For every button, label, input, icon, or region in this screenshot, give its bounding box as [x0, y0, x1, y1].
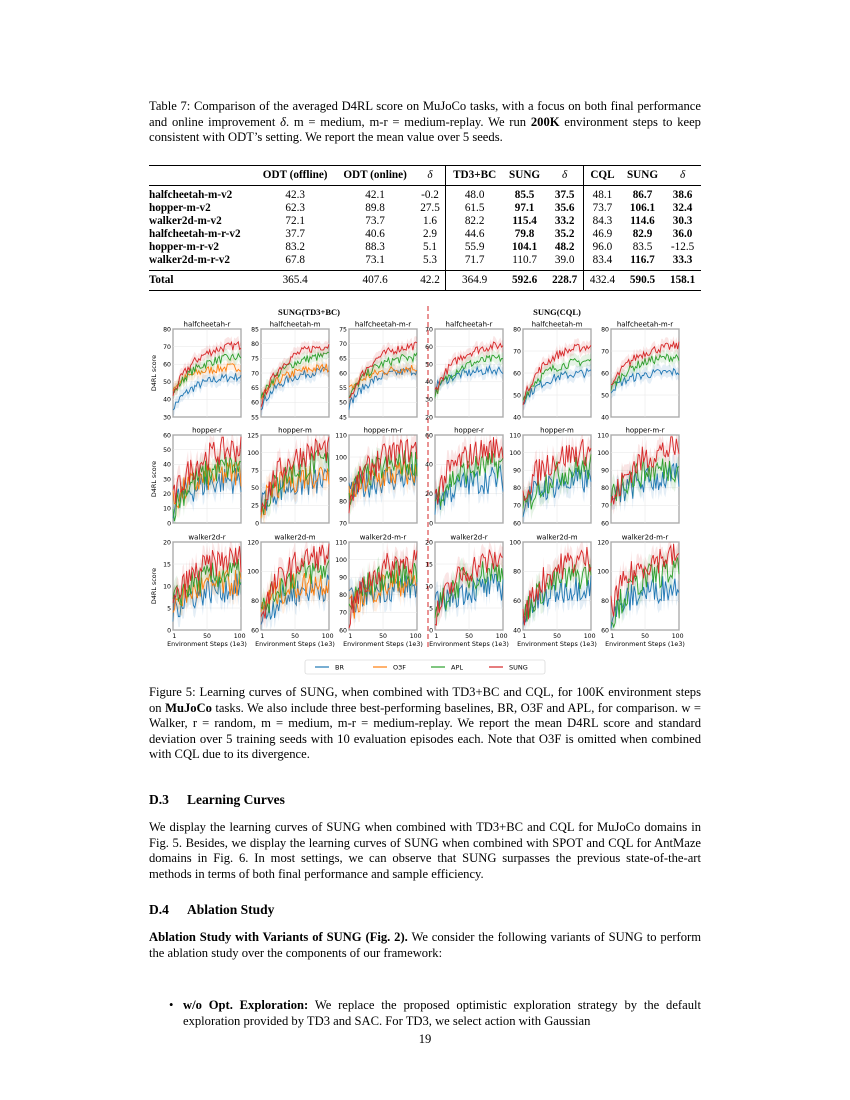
y-tick-label: 15: [425, 561, 433, 569]
table-cell: 1.6: [423, 215, 437, 227]
table-cell: 39.0: [546, 254, 583, 271]
y-tick-label: 60: [601, 370, 609, 378]
table-row: [149, 228, 701, 241]
table-cell: 85.5: [514, 189, 535, 201]
y-tick-label: 100: [335, 454, 347, 462]
table-cell: 104.1: [512, 241, 538, 253]
x-tick-label: 50: [379, 633, 387, 640]
y-tick-label: 80: [163, 326, 171, 334]
table-header-row: [149, 166, 701, 186]
table-cell: 73.7: [365, 215, 385, 227]
table-row: [149, 241, 701, 254]
table-cell: 89.8: [365, 202, 385, 214]
y-tick-label: 0: [167, 520, 171, 528]
y-tick-label: 70: [425, 326, 433, 334]
table-cell: 73.7: [584, 202, 621, 215]
x-tick-label: 1: [522, 633, 527, 640]
legend-label: BR: [335, 663, 344, 672]
y-tick-label: 65: [339, 355, 347, 363]
panel-title: walker2d-m-r: [621, 533, 669, 542]
table-cell: 158.1: [664, 271, 701, 291]
group-title: SUNG(TD3+BC): [278, 307, 340, 317]
y-tick-label: 100: [509, 449, 521, 457]
y-tick-label: 100: [597, 568, 609, 576]
table-row: [149, 215, 701, 228]
x-tick-label: 1: [348, 633, 353, 640]
table-cell: 37.5: [554, 189, 575, 201]
table-cell: 82.9: [632, 228, 653, 240]
y-tick-label: 70: [339, 340, 347, 348]
x-axis-label: Environment Steps (1e3): [429, 640, 509, 648]
table-cell: 37.7: [285, 228, 305, 240]
table-cell: 365.4: [255, 271, 336, 291]
table-cell: 115.4: [512, 215, 537, 227]
table-cell: -12.5: [670, 241, 695, 253]
y-tick-label: 60: [425, 343, 433, 351]
table-caption: Table 7: Comparison of the averaged D4RL score on MuJoCo tasks, with a focus on both final performance and online improvement δ. m = medium, m-r = medium-replay. We run 200K environment steps to keep consistent with ODT’s setting. We report the mean value over 5 seeds.: [149, 99, 701, 144]
table-cell: 96.0: [584, 241, 621, 254]
table-cell: 32.4: [672, 202, 693, 214]
y-tick-label: 0: [167, 627, 171, 635]
table-cell: 82.2: [446, 215, 503, 228]
y-tick-label: 20: [425, 490, 433, 498]
y-tick-label: 80: [601, 485, 609, 493]
x-axis-label: Environment Steps (1e3): [255, 640, 335, 648]
y-tick-label: 60: [163, 432, 171, 440]
section-d4-body: Ablation Study with Variants of SUNG (Fig. 2). We consider the following variants of SUNG to perform the ablation study over the components of our framework:: [149, 930, 701, 960]
table-cell: 114.6: [630, 215, 655, 227]
y-tick-label: 40: [601, 414, 609, 422]
table-total-row: [149, 271, 701, 291]
y-tick-label: 0: [255, 520, 259, 528]
ablation-item: • w/o Opt. Exploration: We replace the proposed optimistic exploration strategy by the default exploration provided by TD3 and SAC. For TD3, we select action with Gaussian: [183, 998, 701, 1029]
y-tick-label: 20: [425, 414, 433, 422]
table-env-cell: halfcheetah-m-r-v2: [149, 228, 241, 240]
y-tick-label: 70: [513, 502, 521, 510]
y-tick-label: 70: [339, 520, 347, 528]
y-tick-label: 20: [425, 539, 433, 547]
table-header-cell: δ: [415, 166, 446, 186]
legend-label: APL: [451, 663, 463, 672]
table-header-cell: SUNG: [621, 166, 664, 186]
y-tick-label: 0: [429, 520, 433, 528]
table-env-cell: halfcheetah-m-v2: [149, 189, 233, 201]
panel-title: halfcheetah-m-r: [616, 320, 674, 329]
panel-title: hopper-m-r: [363, 426, 403, 435]
y-tick-label: 40: [513, 414, 521, 422]
table-cell: 40.6: [365, 228, 385, 240]
table-cell: 61.5: [446, 202, 503, 215]
y-tick-label: 40: [425, 379, 433, 387]
table-row: [149, 254, 701, 271]
table-cell: 364.9: [446, 271, 503, 291]
results-table: [149, 165, 701, 291]
y-tick-label: 80: [339, 592, 347, 600]
y-tick-label: 100: [247, 568, 259, 576]
y-tick-label: 50: [601, 392, 609, 400]
y-tick-label: 50: [339, 399, 347, 407]
table-cell: 5.1: [423, 241, 437, 253]
table-cell: 407.6: [335, 271, 414, 291]
table-cell: 71.7: [446, 254, 503, 271]
y-tick-label: 40: [163, 396, 171, 404]
y-tick-label: 50: [425, 361, 433, 369]
table-cell: 79.8: [514, 228, 535, 240]
y-tick-label: 100: [509, 539, 521, 547]
panel-title: halfcheetah-m-r: [354, 320, 412, 329]
table-cell: 55.9: [446, 241, 503, 254]
table-row: [149, 202, 701, 215]
table-cell: 48.0: [446, 186, 503, 203]
y-tick-label: 40: [425, 461, 433, 469]
table-env-cell: hopper-m-r-v2: [149, 241, 220, 253]
y-tick-label: 60: [601, 627, 609, 635]
x-tick-label: 100: [583, 633, 596, 640]
x-tick-label: 50: [553, 633, 561, 640]
y-tick-label: 80: [339, 498, 347, 506]
y-tick-label: 5: [429, 605, 433, 613]
y-tick-label: 15: [163, 561, 171, 569]
table-header-cell: TD3+BC: [446, 166, 503, 186]
y-tick-label: 5: [167, 605, 171, 613]
x-axis-label: Environment Steps (1e3): [343, 640, 423, 648]
table-cell: 35.2: [554, 228, 575, 240]
section-d4-heading: D.4 Ablation Study: [149, 902, 275, 917]
table-header-cell: CQL: [584, 166, 621, 186]
y-tick-label: 70: [251, 370, 259, 378]
group-title: SUNG(CQL): [533, 307, 581, 317]
table-cell: 36.0: [672, 228, 693, 240]
table-env-cell: walker2d-m-r-v2: [149, 254, 255, 271]
table-cell: 110.7: [503, 254, 546, 271]
table-cell: 590.5: [621, 271, 664, 291]
table-cell: 5.3: [415, 254, 446, 271]
y-tick-label: 110: [335, 539, 347, 547]
learning-curves-figure: [145, 302, 707, 684]
y-tick-label: 80: [513, 485, 521, 493]
y-tick-label: 80: [251, 597, 259, 605]
y-tick-label: 45: [339, 414, 347, 422]
panel-title: hopper-m: [540, 426, 574, 435]
y-tick-label: 90: [339, 574, 347, 582]
table-header-cell: ODT (offline): [255, 166, 336, 186]
y-tick-label: 50: [163, 379, 171, 387]
y-tick-label: 80: [251, 340, 259, 348]
table-cell: 83.4: [584, 254, 621, 271]
y-tick-label: 100: [597, 449, 609, 457]
table-cell: 42.2: [415, 271, 446, 291]
table-cell: 33.3: [664, 254, 701, 271]
y-tick-label: 80: [513, 326, 521, 334]
x-tick-label: 100: [671, 633, 684, 640]
panel-title: walker2d-m: [274, 533, 316, 542]
table-cell: 62.3: [285, 202, 305, 214]
y-tick-label: 90: [513, 467, 521, 475]
table-cell: 88.3: [365, 241, 385, 253]
table-env-cell: hopper-m-v2: [149, 202, 211, 214]
table-cell: 67.8: [255, 254, 336, 271]
x-axis-label: Environment Steps (1e3): [605, 640, 685, 648]
y-tick-label: 60: [513, 370, 521, 378]
panel-title: halfcheetah-m: [531, 320, 583, 329]
table-cell: 73.1: [335, 254, 414, 271]
y-tick-label: 60: [251, 399, 259, 407]
x-tick-label: 50: [203, 633, 211, 640]
x-tick-label: 50: [641, 633, 649, 640]
y-tick-label: 90: [339, 476, 347, 484]
table-cell: 46.9: [584, 228, 621, 241]
y-tick-label: 75: [251, 467, 259, 475]
y-tick-label: 110: [509, 432, 521, 440]
panel-title: walker2d-m: [536, 533, 578, 542]
y-tick-label: 20: [163, 539, 171, 547]
table-cell: 84.3: [584, 215, 621, 228]
table-cell: 97.1: [514, 202, 535, 214]
y-tick-label: 65: [251, 384, 259, 392]
y-tick-label: 50: [163, 446, 171, 454]
y-tick-label: 10: [425, 583, 433, 591]
table-cell: 106.1: [629, 202, 656, 214]
y-tick-label: 55: [251, 414, 259, 422]
y-tick-label: 75: [339, 326, 347, 334]
y-tick-label: 50: [251, 485, 259, 493]
table-cell: 72.1: [285, 215, 305, 227]
y-tick-label: 10: [163, 583, 171, 591]
y-tick-label: 70: [601, 502, 609, 510]
legend-label: O3F: [393, 663, 406, 672]
section-d3-heading: D.3 Learning Curves: [149, 792, 285, 807]
table-cell: 592.6: [503, 271, 546, 291]
legend-label: SUNG: [509, 663, 528, 672]
table-cell: 86.7: [632, 189, 653, 201]
y-tick-label: 0: [429, 627, 433, 635]
y-tick-label: 80: [601, 326, 609, 334]
table-cell: 42.1: [365, 189, 385, 201]
x-axis-label: Environment Steps (1e3): [517, 640, 597, 648]
y-tick-label: 60: [251, 627, 259, 635]
panel-title: walker2d-r: [450, 533, 488, 542]
y-tick-label: 60: [425, 432, 433, 440]
y-axis-label: D4RL score: [150, 460, 158, 498]
y-tick-label: 60: [339, 627, 347, 635]
table-row: [149, 186, 701, 203]
y-tick-label: 110: [335, 432, 347, 440]
y-tick-label: 30: [163, 414, 171, 422]
y-tick-label: 125: [247, 432, 259, 440]
y-tick-label: 60: [163, 361, 171, 369]
table-cell: 38.6: [672, 189, 693, 201]
y-tick-label: 55: [339, 384, 347, 392]
table-cell: 48.1: [584, 186, 621, 203]
y-tick-label: 30: [425, 396, 433, 404]
y-tick-label: 120: [597, 539, 609, 547]
y-tick-label: 70: [163, 343, 171, 351]
y-tick-label: 100: [335, 556, 347, 564]
y-tick-label: 90: [601, 467, 609, 475]
panel-title: hopper-m: [278, 426, 312, 435]
y-tick-label: 60: [601, 520, 609, 528]
table-cell: 27.5: [420, 202, 440, 214]
panel-title: hopper-m-r: [625, 426, 665, 435]
table-cell: 35.6: [554, 202, 575, 214]
table-env-cell: Total: [149, 271, 255, 291]
panel-title: hopper-r: [192, 426, 222, 435]
table-header-cell: δ: [546, 166, 583, 186]
panel-title: hopper-r: [454, 426, 484, 435]
y-tick-label: 60: [513, 520, 521, 528]
table-cell: 2.9: [423, 228, 437, 240]
page-number: 19: [418, 1032, 432, 1046]
panel-title: halfcheetah-r: [445, 320, 493, 329]
table-env-cell: walker2d-m-v2: [149, 215, 222, 227]
x-tick-label: 100: [321, 633, 334, 640]
x-tick-label: 100: [409, 633, 422, 640]
y-tick-label: 75: [251, 355, 259, 363]
x-tick-label: 50: [465, 633, 473, 640]
table-cell: -0.2: [421, 189, 439, 201]
y-tick-label: 120: [247, 539, 259, 547]
panel-title: halfcheetah-r: [183, 320, 231, 329]
y-tick-label: 100: [247, 449, 259, 457]
table-cell: 42.3: [285, 189, 305, 201]
y-tick-label: 30: [163, 476, 171, 484]
y-axis-label: D4RL score: [150, 354, 158, 392]
y-tick-label: 85: [251, 326, 259, 334]
table-cell: 116.7: [621, 254, 664, 271]
table-cell: 83.5: [632, 241, 653, 253]
section-d3-body: We display the learning curves of SUNG when combined with TD3+BC and CQL for MuJoCo domains in Fig. 5. Besides, we display the learning curves of SUNG when combined with SPOT and CQL for AntMaze domains in Fig. 6. In most settings, we can observe that SUNG surpasses the previous state-of-the-art methods in terms of both final performance and sample efficiency.: [149, 820, 701, 881]
x-tick-label: 1: [260, 633, 265, 640]
table-cell: 44.6: [446, 228, 503, 241]
y-tick-label: 50: [513, 392, 521, 400]
figure-caption: Figure 5: Learning curves of SUNG, when combined with TD3+BC and CQL, for 100K environment steps on MuJoCo tasks. We also include three best-performing baselines, BR, O3F and APL, for comparison. w = Walker, r = random, m = medium, m-r = medium-replay. We report the mean D4RL score and standard deviation over 5 training seeds with 10 evaluation episodes each. Note that O3F is omitted when combined with CQL due to its divergence.: [149, 685, 701, 761]
y-tick-label: 80: [601, 597, 609, 605]
panel-title: walker2d-r: [188, 533, 226, 542]
table-cell: 228.7: [546, 271, 583, 291]
table-header-cell: SUNG: [503, 166, 546, 186]
y-tick-label: 40: [513, 627, 521, 635]
table-cell: 83.2: [285, 241, 305, 253]
y-tick-label: 70: [513, 348, 521, 356]
y-tick-label: 110: [597, 432, 609, 440]
table-header-cell: [149, 166, 255, 186]
table-cell: 33.2: [554, 215, 575, 227]
x-tick-label: 100: [233, 633, 246, 640]
table-cell: 432.4: [584, 271, 621, 291]
x-tick-label: 1: [610, 633, 615, 640]
y-tick-label: 10: [163, 505, 171, 513]
x-tick-label: 100: [495, 633, 508, 640]
learning-curves-svg: [145, 302, 707, 684]
y-tick-label: 70: [339, 609, 347, 617]
y-tick-label: 60: [339, 370, 347, 378]
y-tick-label: 70: [601, 348, 609, 356]
y-tick-label: 60: [513, 597, 521, 605]
table-header-cell: ODT (online): [335, 166, 414, 186]
y-tick-label: 25: [251, 502, 259, 510]
table-header-cell: δ: [664, 166, 701, 186]
y-tick-label: 40: [163, 461, 171, 469]
y-axis-label: D4RL score: [150, 567, 158, 605]
x-tick-label: 50: [291, 633, 299, 640]
table-cell: 30.3: [672, 215, 693, 227]
x-axis-label: Environment Steps (1e3): [167, 640, 247, 648]
x-tick-label: 1: [434, 633, 439, 640]
y-tick-label: 20: [163, 490, 171, 498]
panel-title: walker2d-m-r: [359, 533, 407, 542]
table-cell: 48.2: [554, 241, 575, 253]
panel-title: halfcheetah-m: [269, 320, 321, 329]
x-tick-label: 1: [172, 633, 177, 640]
ablation-list: [183, 998, 701, 1029]
y-tick-label: 80: [513, 568, 521, 576]
